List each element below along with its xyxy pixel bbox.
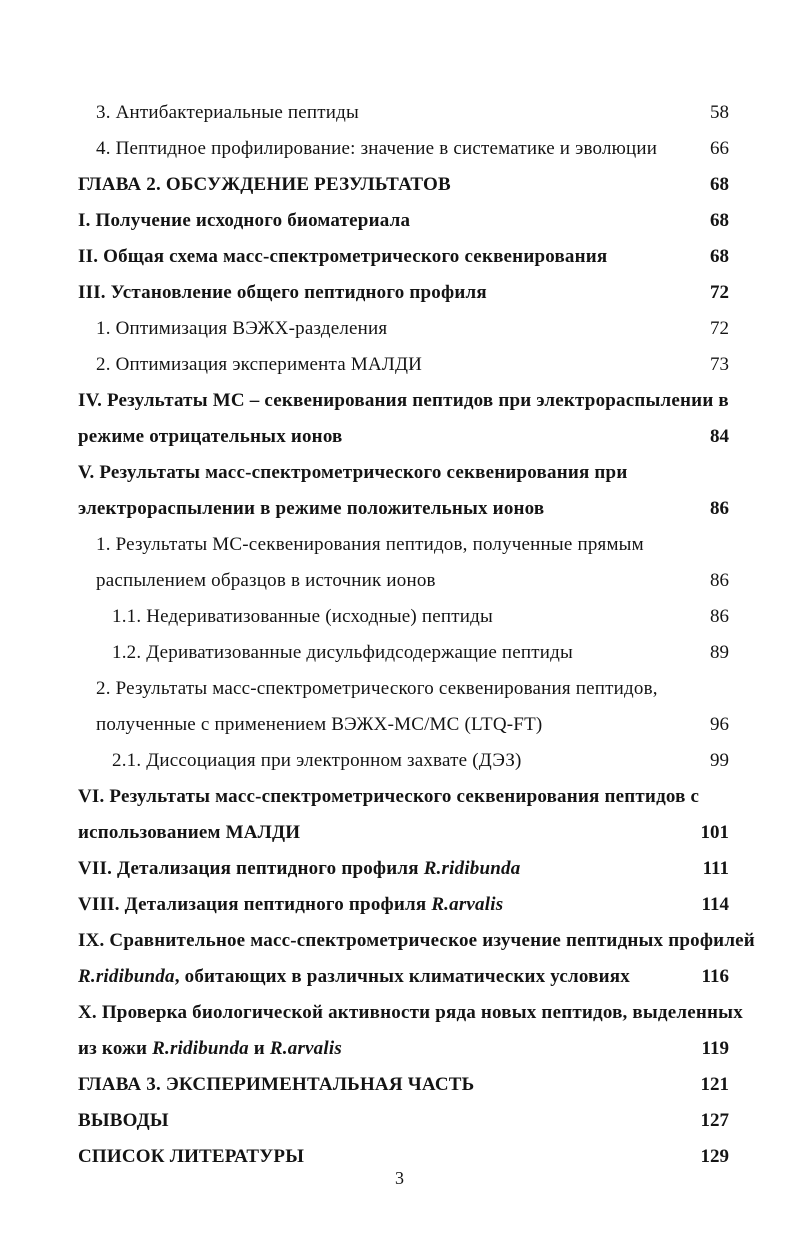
toc-entry-text-segment: использованием МАЛДИ bbox=[78, 822, 301, 843]
toc-page-number: 121 bbox=[700, 1074, 729, 1095]
toc-entry-text bbox=[96, 527, 644, 563]
toc-entry-text bbox=[78, 239, 607, 275]
toc-entry-text-segment: СПИСОК ЛИТЕРАТУРЫ bbox=[78, 1146, 305, 1167]
toc-entry-text-segment: IV. Результаты МС – секвенирования пептидов при электрораспылении в bbox=[78, 390, 729, 411]
toc-row bbox=[78, 635, 729, 671]
toc-entry-text bbox=[78, 1031, 342, 1067]
toc-entry-text bbox=[112, 743, 522, 779]
toc-entry-text bbox=[112, 635, 573, 671]
toc-entry-text-segment: 1.1. Недериватизованные (исходные) пептиды bbox=[112, 606, 493, 627]
toc-entry-text-segment: 2. Результаты масс-спектрометрического секвенирования пептидов, bbox=[96, 678, 658, 699]
toc-page-number: 72 bbox=[710, 318, 729, 339]
toc-page-number: 66 bbox=[710, 138, 729, 159]
toc-page-number: 86 bbox=[710, 606, 729, 627]
toc-entry-text bbox=[78, 995, 743, 1031]
toc-entry-text-segment: и bbox=[248, 1038, 270, 1059]
toc-entry-text-segment: режиме отрицательных ионов bbox=[78, 426, 343, 447]
toc-entry-text-segment: III. Установление общего пептидного профиля bbox=[78, 282, 487, 303]
toc-entry-text-segment: распылением образцов в источник ионов bbox=[96, 570, 436, 591]
toc-page-number: 68 bbox=[710, 210, 729, 231]
toc-entry-species-name: R.ridibunda bbox=[152, 1038, 249, 1059]
toc-row bbox=[78, 347, 729, 383]
toc-row bbox=[78, 95, 729, 131]
toc-entry-text-segment: ГЛАВА 3. ЭКСПЕРИМЕНТАЛЬНАЯ ЧАСТЬ bbox=[78, 1074, 475, 1095]
toc-entry-text-segment: 1. Результаты МС-секвенирования пептидов, полученные прямым bbox=[96, 534, 644, 555]
toc-entry-text bbox=[78, 1067, 474, 1103]
toc-entry-text-segment: I. Получение исходного биоматериала bbox=[78, 210, 411, 231]
toc-entry-text-segment: X. Проверка биологической активности ряда новых пептидов, выделенных bbox=[78, 1002, 743, 1023]
toc-page-number: 101 bbox=[700, 822, 729, 843]
toc-page-number: 96 bbox=[710, 714, 729, 735]
toc-row bbox=[78, 887, 729, 923]
toc-row bbox=[78, 851, 729, 887]
toc-entry-text bbox=[78, 455, 627, 491]
toc-row bbox=[78, 995, 743, 1031]
toc-row bbox=[78, 455, 729, 491]
toc-page-number: 86 bbox=[710, 498, 729, 519]
toc-entry-text-segment: VIII. Детализация пептидного профиля bbox=[78, 894, 432, 915]
toc-entry-text-segment: ГЛАВА 2. ОБСУЖДЕНИЕ РЕЗУЛЬТАТОВ bbox=[78, 174, 451, 195]
toc-entry-text-segment: полученные с применением ВЭЖХ-МС/МС (LTQ-FT) bbox=[96, 714, 543, 735]
toc-row bbox=[78, 599, 729, 635]
toc-entry-text bbox=[78, 275, 487, 311]
toc-entry-text-segment: из кожи bbox=[78, 1038, 153, 1059]
toc-entry-text-segment: 2. Оптимизация эксперимента МАЛДИ bbox=[96, 354, 423, 375]
toc-page-number: 72 bbox=[710, 282, 729, 303]
toc-row bbox=[78, 779, 729, 815]
toc-page-number: 127 bbox=[700, 1110, 729, 1131]
toc-row bbox=[78, 959, 729, 995]
toc-entry-text-segment: 3. Антибактериальные пептиды bbox=[96, 102, 359, 123]
toc-page-number: 58 bbox=[710, 102, 729, 123]
toc-entry-text-segment: 4. Пептидное профилирование: значение в систематике и эволюции bbox=[96, 138, 658, 159]
toc-row bbox=[78, 563, 729, 599]
table-of-contents bbox=[78, 95, 755, 1175]
toc-row bbox=[78, 275, 729, 311]
toc-entry-text bbox=[96, 311, 387, 347]
page-number-footer: 3 bbox=[395, 1168, 404, 1188]
toc-row bbox=[78, 311, 729, 347]
toc-row bbox=[78, 815, 729, 851]
toc-entry-text bbox=[78, 887, 503, 923]
toc-page-number: 68 bbox=[710, 246, 729, 267]
toc-page-number: 114 bbox=[701, 894, 729, 915]
toc-entry-text bbox=[78, 167, 451, 203]
toc-entry-text bbox=[112, 599, 493, 635]
toc-page-number: 68 bbox=[710, 174, 729, 195]
toc-row bbox=[78, 707, 729, 743]
toc-row bbox=[78, 239, 729, 275]
toc-entry-text bbox=[78, 203, 410, 239]
toc-entry-text bbox=[78, 383, 729, 419]
toc-entry-text-segment: , обитающих в различных климатических условиях bbox=[174, 966, 630, 987]
toc-row bbox=[78, 671, 729, 707]
toc-entry-text-segment: 2.1. Диссоциация при электронном захвате (ДЭЗ) bbox=[112, 750, 522, 771]
toc-entry-text bbox=[96, 131, 657, 167]
toc-row bbox=[78, 1103, 729, 1139]
toc-entry-text bbox=[96, 347, 422, 383]
toc-row bbox=[78, 419, 729, 455]
toc-entry-text-segment: 1.2. Дериватизованные дисульфидсодержащие пептиды bbox=[112, 642, 573, 663]
toc-page-number: 89 bbox=[710, 642, 729, 663]
toc-entry-text bbox=[96, 95, 359, 131]
toc-entry-text bbox=[96, 707, 542, 743]
toc-entry-text bbox=[78, 815, 300, 851]
toc-page-number: 129 bbox=[700, 1146, 729, 1167]
toc-entry-text-segment: II. Общая схема масс-спектрометрического секвенирования bbox=[78, 246, 608, 267]
toc-page-number: 73 bbox=[710, 354, 729, 375]
toc-row bbox=[78, 1067, 729, 1103]
toc-entry-text bbox=[78, 419, 343, 455]
toc-entry-text bbox=[78, 851, 520, 887]
toc-row bbox=[78, 923, 755, 959]
toc-page-number: 99 bbox=[710, 750, 729, 771]
toc-entry-text bbox=[78, 959, 630, 995]
toc-entry-text-segment: 1. Оптимизация ВЭЖХ-разделения bbox=[96, 318, 388, 339]
toc-entry-text-segment: электрораспылении в режиме положительных ионов bbox=[78, 498, 545, 519]
toc-row bbox=[78, 743, 729, 779]
toc-entry-text bbox=[78, 923, 755, 959]
toc-page-number: 119 bbox=[701, 1038, 729, 1059]
toc-entry-species-name: R.ridibunda bbox=[423, 858, 521, 879]
toc-page-number: 86 bbox=[710, 570, 729, 591]
toc-page-number: 111 bbox=[702, 858, 729, 879]
toc-entry-species-name: R.arvalis bbox=[431, 894, 504, 915]
toc-entry-text bbox=[78, 1103, 169, 1139]
toc-row bbox=[78, 491, 729, 527]
toc-row bbox=[78, 131, 729, 167]
toc-entry-species-name: R.ridibunda bbox=[78, 966, 175, 987]
toc-row bbox=[78, 1031, 729, 1067]
toc-entry-text bbox=[78, 779, 699, 815]
toc-entry-text bbox=[78, 491, 544, 527]
toc-row bbox=[78, 527, 729, 563]
toc-entry-text-segment: ВЫВОДЫ bbox=[78, 1110, 169, 1131]
toc-row bbox=[78, 383, 729, 419]
toc-entry-text-segment: IX. Сравнительное масс-спектрометрическое изучение пептидных профилей bbox=[78, 930, 755, 951]
toc-row bbox=[78, 203, 729, 239]
toc-entry-text bbox=[96, 563, 436, 599]
toc-entry-text bbox=[96, 671, 658, 707]
toc-row bbox=[78, 167, 729, 203]
toc-entry-species-name: R.arvalis bbox=[269, 1038, 342, 1059]
toc-entry-text-segment: V. Результаты масс-спектрометрического секвенирования при bbox=[78, 462, 628, 483]
toc-entry-text-segment: VII. Детализация пептидного профиля bbox=[78, 858, 424, 879]
toc-page-number: 84 bbox=[710, 426, 729, 447]
toc-entry-text-segment: VI. Результаты масс-спектрометрического секвенирования пептидов с bbox=[78, 786, 700, 807]
toc-page-number: 116 bbox=[701, 966, 729, 987]
